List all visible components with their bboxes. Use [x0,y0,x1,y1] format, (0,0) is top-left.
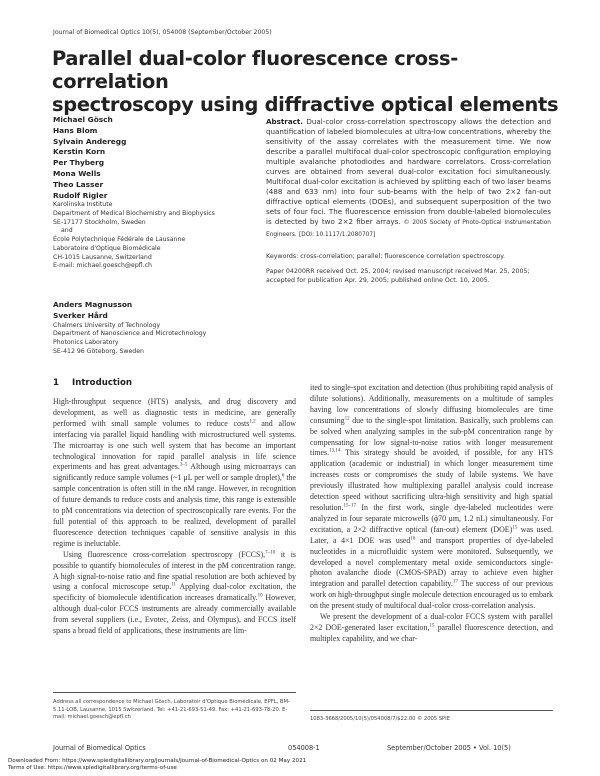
running-head: Journal of Biomedical Optics 10(5), 054008 (September/October 2005) [53,29,272,36]
author-name: Per Thyberg [53,158,105,168]
section-title: Introduction [72,378,133,388]
citation-marker[interactable]: 12 [344,416,350,422]
download-link[interactable]: https://www.spiedigitallibrary.org/journals/Journal-of-Biomedical-Optics [62,758,260,764]
section-number: 1 [53,378,59,388]
affiliation-line: Chalmers University of Technology [53,321,161,329]
citation-marker[interactable]: 13,14 [329,448,341,454]
title-line-1: Parallel dual-color fluorescence cross-correlation [52,47,458,93]
paper-title [52,47,572,116]
terms-line [8,765,306,772]
affiliation-line: SE-412 96 Göteborg, Sweden [53,347,144,355]
citation-marker[interactable]: 3–5 [179,462,188,468]
author-name: Sylvain Anderegg [53,136,127,146]
paragraph: ited to single-spot excitation and detection (thus prohibiting rapid analysis of dilute solutions). Additionally, measurements on a multitude of samples having low concentrations of slowly diffusing biomolecules are time consuming$^{12}$ due to the single-spot limitation. Basically, such problems can be solved when analyzing samples in the sub-pM concentration range by compensating for low signal-to-noise ratios with longer measurement times.$^{13,14}$ This strategy should be avoided, if possible, for any HTS application (academic or industrial) in which longer measurement time increases costs or compromises the study of labile systems. We have previously illustrated how multiplexing parallel analysis could increase detection speed without sacrificing ultra-high sensitivity and high spatial resolution.$^{15-17}$ In the first work, single dye-labeled nucleotides were analyzed in four separate microwells (ϕ70 μm, 1.2 nL) simultaneously. For excitation, a 2×2 diffractive optical (fan-out) element (DOE)$^{15}$ was used. Later, a 4×1 DOE was used$^{16}$ and transport properties of dye-labeled nucleotides in a microfluidic system were monitored. Subsequently, we developed a novel complementary metal oxide semiconductors single-photon avalanche diode (CMOS-SPAD) array to achieve even higher integration and parallel detection capability.$^{17}$ The success of our previous work on high-throughput single molecule detection encouraged us to embark on the present study of multifocal dual-color cross-correlation analysis. [310,383,554,611]
citation-marker[interactable]: 15 [429,623,435,629]
affiliation-line: Department of Medical Biochemistry and Biophysics [53,210,215,218]
doi[interactable]: [DOI: 10.1117/1.2080707] [298,231,376,238]
citation-marker[interactable]: 10 [257,593,263,599]
paper-history-line-2: accepted for publication Apr. 29, 2005; published online Oct. 10, 2005. [266,277,490,284]
paragraph: High-throughput sequence (HTS) analysis, and drug discovery and development, as well as diagnostic tests in medicine, are generally performed with small sample volumes to reduce costs$^{1,2}$ and allow interfacing via parallel liquid handling with microstructured well systems. The microarray is one such well system that has become an important technological innovation for rapid parallel analysis in life science experiments and has great advantages.$^{3-5}$ Although using microarrays can significantly reduce sample volumes (~1 μL per well or sample droplet),$^6$ the sample concentration is often still in the nM range. However, in recognition of future demands to reduce costs and analysis time, this range is extensible to pM concentrations via detection of spectroscopically rare events. For the full potential of this approach to be realized, development of parallel fluorescence detection techniques capable of sensitive analysis in this regime is ineluctable. [53,397,296,548]
footnote-divider [310,710,553,711]
author-list [53,300,243,322]
abstract-text: Dual-color cross-correlation spectroscopy allows the detection and quantification of labeled biomolecules at ultra-low concentrations, whereby the sensitivity of the assay correlates with the measurement time. We now describe a parallel multifocal dual-color spectroscopic configuration employing multiple avalanche photodiodes and hardware correlators. Cross-correlation curves are obtained from several dual-color excitation foci simultaneously. Multifocal dual-color excitation is achieved by splitting each of two laser beams (488 and 633 nm) into four sub-beams with the help of two 2×2 fan-out diffractive optical elements (DOEs), and subsequent superposition of the two sets of four foci. The fluorescence emission from double-labeled biomolecules is detected by two 2×2 fiber arrays. [266,117,551,227]
affiliation-line: and [61,227,73,235]
abstract-label: Abstract. [266,117,304,126]
citation-marker[interactable]: 1,2 [249,419,256,425]
affiliation-line: CH-1015 Lausanne, Switzerland [53,253,152,261]
footer-journal: Journal of Biomedical Optics [53,744,146,752]
terms-label: Terms of Use: [8,765,48,772]
footnote-divider [53,692,296,693]
body-column-right [310,383,553,645]
copyright-notice: © 2005 Society of Photo-Optical Instrumentation Engineers. [266,220,551,238]
download-notice [8,758,306,773]
author-name: Michael Gösch [53,115,113,124]
author-list [53,115,243,201]
citation-marker[interactable]: 11 [171,582,177,588]
citation-marker[interactable]: 15 [512,525,518,531]
paper-history [266,267,556,285]
affiliation-line: Photonics Laboratory [53,339,119,346]
download-label: Downloaded From: [8,758,63,764]
affiliation [53,322,243,357]
affiliation-line: École Polytechnique Fédérale de Lausanne [53,236,186,244]
author-name: Anders Magnusson [53,300,133,309]
section-heading [53,378,132,388]
abstract [266,117,551,240]
issn-line: 1083-3668/2005/10(5)/054008/7/$22.00 © 2005 SPIE [310,716,450,722]
author-block-1 [53,115,243,271]
author-name: Sverker Hård [53,310,108,320]
citation-marker[interactable]: 16 [410,536,416,542]
paper-history-line-1: Paper 04200RR received Oct. 25, 2004; revised manuscript received Mar. 25, 2005; [266,268,530,275]
footer-issue-date: September/October 2005 • Vol. 10(5) [387,744,511,752]
affiliation-line: Department of Nanoscience and Microtechnology [53,330,207,338]
affiliation-line[interactable]: E-mail: michael.goesch@epfl.ch [53,262,152,270]
author-name: Rudolf Rigler [53,190,108,200]
citation-marker[interactable]: 15–17 [343,503,357,509]
author-name: Kerstin Korn [53,147,106,157]
affiliation-line: Laboratoire d'Optique Biomédicale [53,244,161,252]
author-name: Hans Blom [53,125,98,135]
correspondence-footnote: Address all correspondence to Michael Gösch, Laboratoir d'Optique Biomédicale, EPFL, BM-5.11-LOB, Lausanne, 1015 Switzerland. Tel: +41-21-693-51-49. Fax: +41-21-693-78-20. E-mail: michael.goesch@epfl.ch [53,699,290,720]
download-date: on 02 May 2021 [259,758,307,764]
affiliation-line: Karolinska Institute [53,201,113,209]
citation-marker[interactable]: 7–10 [265,550,276,556]
paragraph: Using fluorescence cross-correlation spectroscopy (FCCS),$^{7-10}$ it is possible to quantify biomolecules of interest in the pM concentration range. A high signal-to-noise ratio and fine spatial resolution are both achieved by using a confocal microscope setup.$^{11}$ Applying dual-color excitation, the specificity of biomolecule identification increases dramatically.$^{10}$ However, although dual-color FCCS instruments are already commercially available from several suppliers (i.e., Evotec, Zeiss, and Olympus), and FCCS itself spans a broad field of applications, these instruments are lim- [53,549,297,636]
author-name: Theo Lasser [53,179,104,189]
citation-marker[interactable]: 17 [452,579,458,585]
author-block-2 [53,300,243,356]
download-line [8,758,306,765]
terms-link[interactable]: https://www.spiedigitallibrary.org/terms-of-use [47,765,177,772]
body-column-left [53,397,296,637]
affiliation [53,201,243,271]
affiliation-line: SE-17177 Stockholm, Sweden [53,218,146,226]
citation-marker[interactable]: 6 [281,473,285,479]
keywords: Keywords: cross-correlation; parallel; fluorescence correlation spectroscopy. [266,253,506,260]
footer-page-number: 054008-1 [288,744,320,752]
title-line-2: spectroscopy using diffractive optical elements [52,93,559,116]
author-name: Mona Wells [53,168,101,178]
paragraph: We present the development of a dual-color FCCS system with parallel 2×2 DOE-generated laser excitation,$^{15}$ parallel fluorescence detection, and multiplex capability, and we char- [310,612,554,643]
